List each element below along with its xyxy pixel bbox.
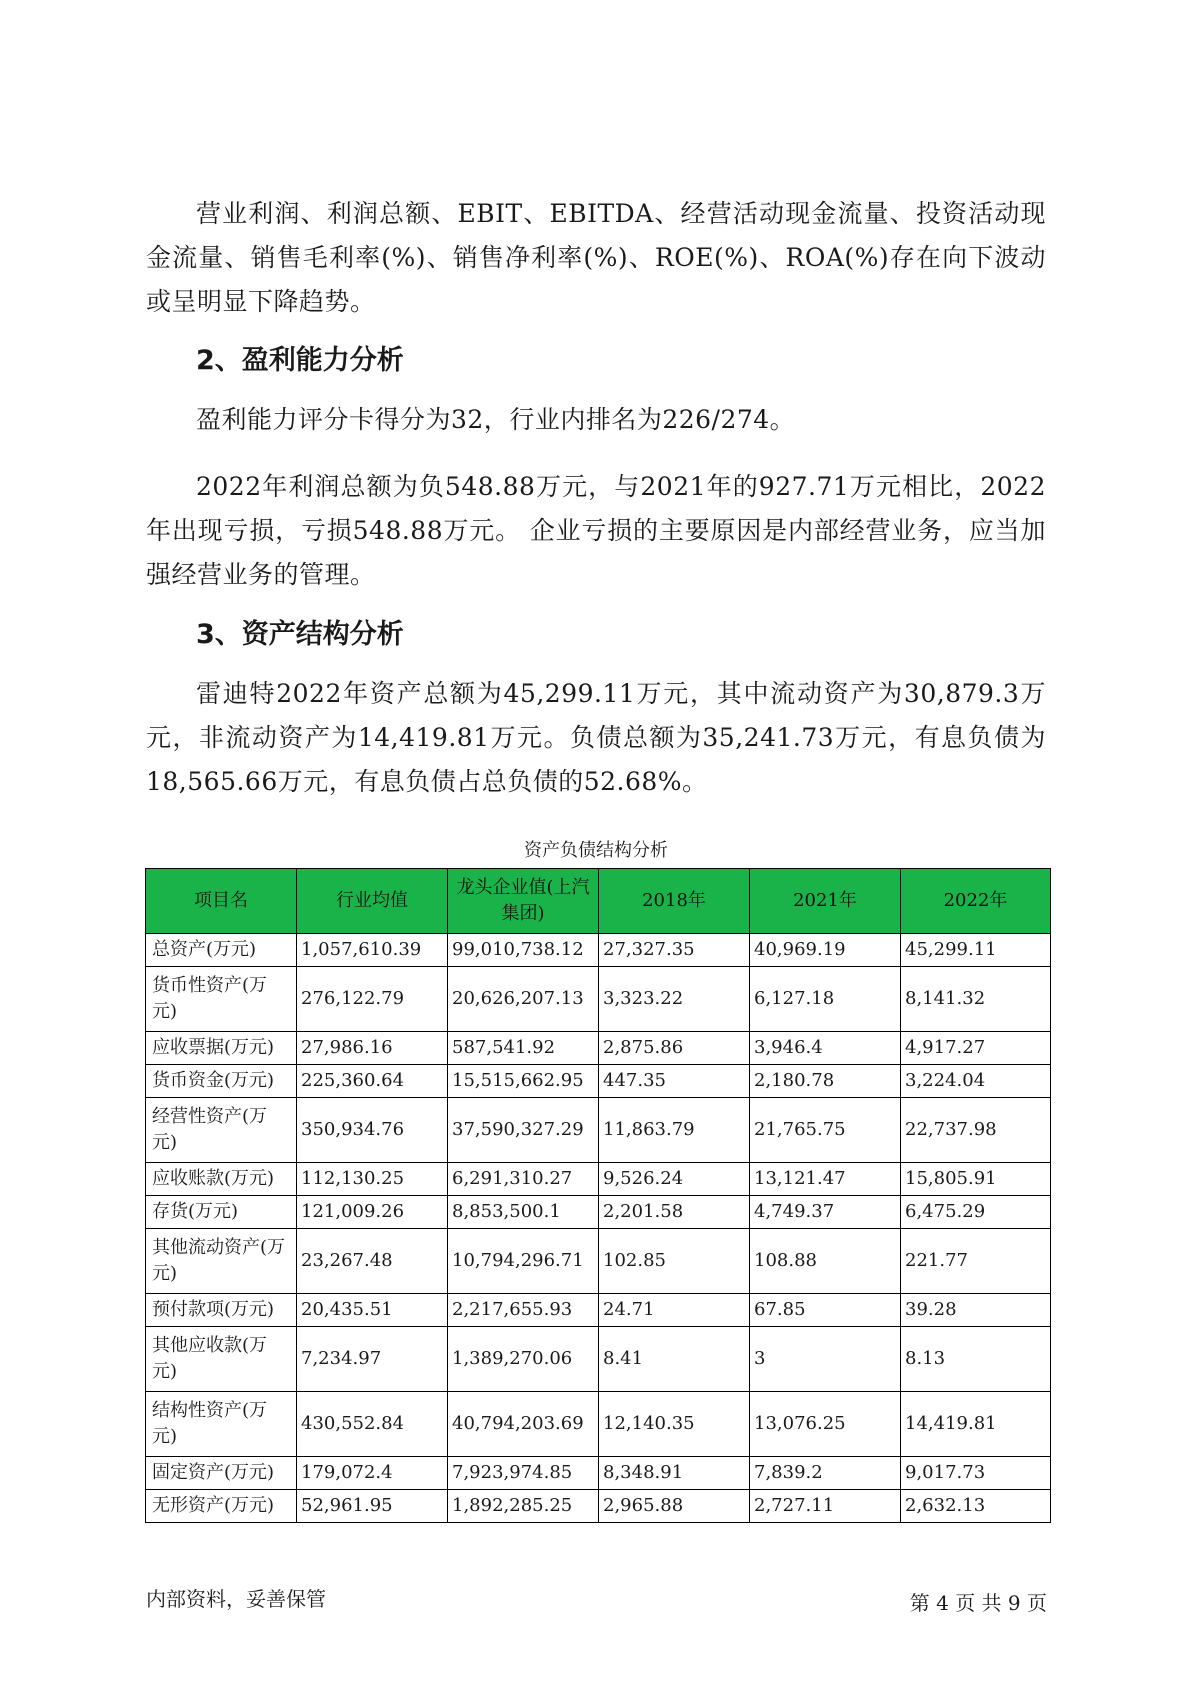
value-cell: 13,076.25 (750, 1392, 901, 1457)
table-row (146, 1229, 1051, 1294)
value-cell: 350,934.76 (297, 1098, 448, 1163)
value-cell: 13,121.47 (750, 1163, 901, 1196)
table-caption: 资产负债结构分析 (524, 840, 668, 861)
row-label-cell: 固定资产(万元) (146, 1457, 297, 1490)
value-cell: 23,267.48 (297, 1229, 448, 1294)
value-cell: 179,072.4 (297, 1457, 448, 1490)
row-label-cell: 应收账款(万元) (146, 1163, 297, 1196)
heading-asset-structure: 3、资产结构分析 (196, 619, 404, 650)
value-cell: 276,122.79 (297, 967, 448, 1032)
table-header-row (146, 869, 1051, 934)
footer-page-number: 第 4 页 共 9 页 (909, 1591, 1047, 1615)
value-cell: 3,946.4 (750, 1032, 901, 1065)
value-cell: 3 (750, 1327, 901, 1392)
table-row (146, 1098, 1051, 1163)
row-label-cell: 预付款项(万元) (146, 1294, 297, 1327)
value-cell: 4,749.37 (750, 1196, 901, 1229)
row-label-cell: 经营性资产(万元) (146, 1098, 297, 1163)
value-cell: 4,917.27 (901, 1032, 1051, 1065)
value-cell: 20,435.51 (297, 1294, 448, 1327)
column-header: 2022年 (901, 869, 1051, 934)
value-cell: 8.41 (599, 1327, 750, 1392)
value-cell: 12,140.35 (599, 1392, 750, 1457)
value-cell: 99,010,738.12 (448, 934, 599, 967)
table-row (146, 1457, 1051, 1490)
paragraph-profit-loss: 2022年利润总额为负548.88万元，与2021年的927.71万元相比，2022年出现亏损，亏损548.88万元。 企业亏损的主要原因是内部经营业务，应当加强经营业务的管理。 (146, 472, 1046, 589)
row-label-cell: 其他应收款(万元) (146, 1327, 297, 1392)
value-cell: 45,299.11 (901, 934, 1051, 967)
value-cell: 102.85 (599, 1229, 750, 1294)
value-cell: 24.71 (599, 1294, 750, 1327)
row-label-cell: 货币性资产(万元) (146, 967, 297, 1032)
value-cell: 9,526.24 (599, 1163, 750, 1196)
row-label-cell: 货币资金(万元) (146, 1065, 297, 1098)
paragraph-asset-structure: 雷迪特2022年资产总额为45,299.11万元，其中流动资产为30,879.3万元，非流动资产为14,419.81万元。负债总额为35,241.73万元，有息负债为18,565.66万元，有息负债占总负债的52.68%。 (146, 679, 1046, 796)
column-header: 2021年 (750, 869, 901, 934)
paragraph-trend-summary: 营业利润、利润总额、EBIT、EBITDA、经营活动现金流量、投资活动现金流量、销售毛利率(%)、销售净利率(%)、ROE(%)、ROA(%)存在向下波动或呈明显下降趋势。 (146, 199, 1046, 316)
value-cell: 225,360.64 (297, 1065, 448, 1098)
table-row (146, 1163, 1051, 1196)
value-cell: 67.85 (750, 1294, 901, 1327)
footer-confidential: 内部资料，妥善保管 (146, 1587, 326, 1611)
table-row (146, 1490, 1051, 1523)
row-label-cell: 存货(万元) (146, 1196, 297, 1229)
row-label-cell: 应收票据(万元) (146, 1032, 297, 1065)
row-label-cell: 总资产(万元) (146, 934, 297, 967)
value-cell: 27,327.35 (599, 934, 750, 967)
value-cell: 2,965.88 (599, 1490, 750, 1523)
value-cell: 1,389,270.06 (448, 1327, 599, 1392)
value-cell: 2,180.78 (750, 1065, 901, 1098)
value-cell: 2,875.86 (599, 1032, 750, 1065)
row-label-cell: 结构性资产(万元) (146, 1392, 297, 1457)
value-cell: 15,805.91 (901, 1163, 1051, 1196)
table-row (146, 1294, 1051, 1327)
value-cell: 3,323.22 (599, 967, 750, 1032)
value-cell: 15,515,662.95 (448, 1065, 599, 1098)
column-header: 项目名 (146, 869, 297, 934)
row-label-cell: 无形资产(万元) (146, 1490, 297, 1523)
value-cell: 8,141.32 (901, 967, 1051, 1032)
value-cell: 21,765.75 (750, 1098, 901, 1163)
value-cell: 447.35 (599, 1065, 750, 1098)
value-cell: 9,017.73 (901, 1457, 1051, 1490)
table-row (146, 1065, 1051, 1098)
value-cell: 8,853,500.1 (448, 1196, 599, 1229)
value-cell: 7,923,974.85 (448, 1457, 599, 1490)
value-cell: 2,632.13 (901, 1490, 1051, 1523)
value-cell: 40,794,203.69 (448, 1392, 599, 1457)
paragraph-profitability-score: 盈利能力评分卡得分为32，行业内排名为226/274。 (196, 405, 796, 434)
value-cell: 430,552.84 (297, 1392, 448, 1457)
value-cell: 3,224.04 (901, 1065, 1051, 1098)
value-cell: 27,986.16 (297, 1032, 448, 1065)
value-cell: 40,969.19 (750, 934, 901, 967)
balance-sheet-table (145, 868, 1051, 1523)
heading-profitability: 2、盈利能力分析 (196, 345, 404, 376)
value-cell: 11,863.79 (599, 1098, 750, 1163)
value-cell: 2,201.58 (599, 1196, 750, 1229)
value-cell: 6,475.29 (901, 1196, 1051, 1229)
value-cell: 14,419.81 (901, 1392, 1051, 1457)
value-cell: 121,009.26 (297, 1196, 448, 1229)
value-cell: 108.88 (750, 1229, 901, 1294)
column-header: 2018年 (599, 869, 750, 934)
value-cell: 39.28 (901, 1294, 1051, 1327)
value-cell: 2,727.11 (750, 1490, 901, 1523)
table-row (146, 1392, 1051, 1457)
value-cell: 2,217,655.93 (448, 1294, 599, 1327)
column-header: 行业均值 (297, 869, 448, 934)
value-cell: 7,839.2 (750, 1457, 901, 1490)
value-cell: 587,541.92 (448, 1032, 599, 1065)
value-cell: 7,234.97 (297, 1327, 448, 1392)
value-cell: 112,130.25 (297, 1163, 448, 1196)
value-cell: 8,348.91 (599, 1457, 750, 1490)
value-cell: 6,291,310.27 (448, 1163, 599, 1196)
table-row (146, 1196, 1051, 1229)
value-cell: 221.77 (901, 1229, 1051, 1294)
value-cell: 1,057,610.39 (297, 934, 448, 967)
column-header: 龙头企业值(上汽集团) (448, 869, 599, 934)
value-cell: 8.13 (901, 1327, 1051, 1392)
value-cell: 52,961.95 (297, 1490, 448, 1523)
value-cell: 22,737.98 (901, 1098, 1051, 1163)
table-row (146, 934, 1051, 967)
table-row (146, 1327, 1051, 1392)
value-cell: 10,794,296.71 (448, 1229, 599, 1294)
table-row (146, 1032, 1051, 1065)
value-cell: 6,127.18 (750, 967, 901, 1032)
value-cell: 37,590,327.29 (448, 1098, 599, 1163)
value-cell: 20,626,207.13 (448, 967, 599, 1032)
row-label-cell: 其他流动资产(万元) (146, 1229, 297, 1294)
table-row (146, 967, 1051, 1032)
value-cell: 1,892,285.25 (448, 1490, 599, 1523)
